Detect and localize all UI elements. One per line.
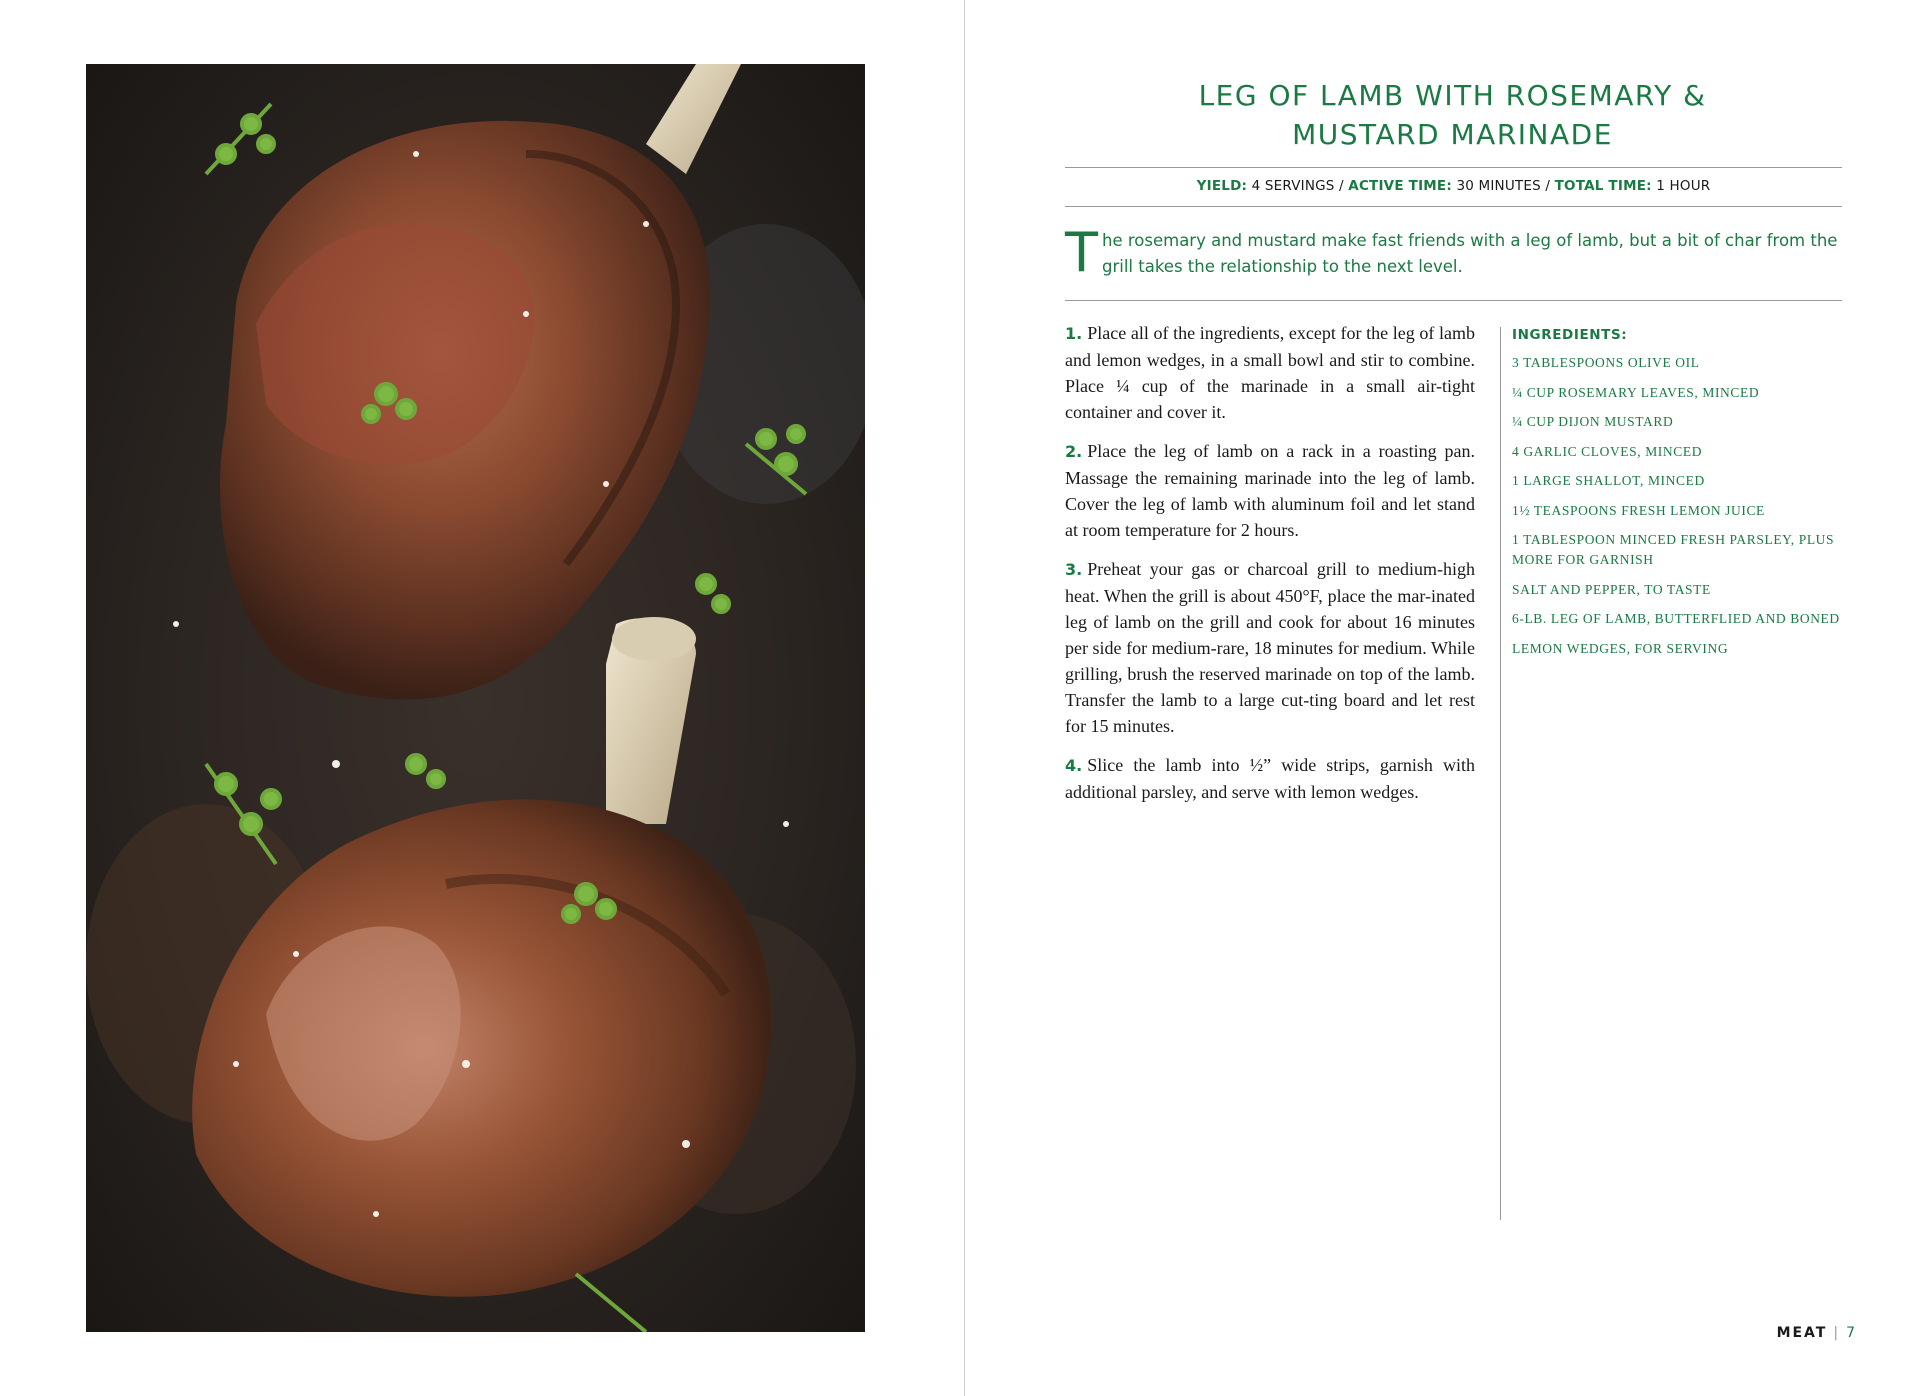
step-text: Place the leg of lamb on a rack in a roasting pan. Massage the remaining marinade into the leg of lamb. Cover the leg of lamb with aluminum foil and let stand at room temperature for 2 hours.	[1065, 441, 1475, 540]
ingredients-list	[1512, 327, 1857, 668]
instruction-step	[1065, 752, 1475, 805]
column-divider	[1500, 327, 1501, 1220]
ingredient-item: ¼ CUP DIJON MUSTARD	[1512, 414, 1674, 429]
yield-label: YIELD:	[1196, 178, 1248, 194]
ingredient-item: 1 TABLESPOON MINCED FRESH PARSLEY, PLUS MORE FOR GARNISH	[1512, 532, 1835, 567]
active-time-value: 30 MINUTES	[1456, 178, 1541, 194]
ingredient-item: SALT AND PEPPER, TO TASTE	[1512, 581, 1711, 597]
meta-rule	[1065, 206, 1842, 207]
yield-value: 4 SERVINGS	[1251, 178, 1335, 194]
instruction-step	[1065, 438, 1475, 543]
recipe-title	[1065, 76, 1840, 154]
ingredients-heading: INGREDIENTS:	[1512, 327, 1628, 343]
active-time-label: ACTIVE TIME:	[1348, 178, 1452, 194]
step-number: 1.	[1065, 324, 1083, 343]
instructions	[1065, 320, 1475, 818]
intro-dropcap: T	[1065, 221, 1098, 284]
footer-divider: |	[1833, 1325, 1841, 1341]
left-page	[0, 0, 964, 1396]
recipe-title-line-2: MUSTARD MARINADE	[1292, 118, 1613, 151]
page-footer	[965, 1325, 1855, 1341]
meta-separator: /	[1339, 178, 1344, 194]
total-time-value: 1 HOUR	[1656, 178, 1711, 194]
ingredient-item: LEMON WEDGES, FOR SERVING	[1512, 640, 1729, 656]
instruction-step	[1065, 556, 1475, 739]
ingredient-item: 1 LARGE SHALLOT, MINCED	[1512, 473, 1705, 488]
lamb-illustration	[86, 64, 865, 1332]
intro-rule	[1065, 300, 1842, 301]
page-number: 7	[1846, 1325, 1855, 1341]
recipe-intro	[1065, 221, 1845, 284]
step-number: 3.	[1065, 560, 1083, 579]
ingredient-item: ¼ CUP ROSEMARY LEAVES, MINCED	[1512, 384, 1760, 400]
meta-separator: /	[1545, 178, 1551, 194]
instruction-step	[1065, 320, 1475, 425]
total-time-label: TOTAL TIME:	[1554, 178, 1652, 194]
ingredient-item: 1½ TEASPOONS FRESH LEMON JUICE	[1512, 502, 1765, 518]
step-number: 2.	[1065, 442, 1083, 461]
grilled-lamb-photo	[86, 64, 865, 1332]
intro-text: he rosemary and mustard make fast friends with a leg of lamb, but a bit of char from the grill takes the relationship to the next level.	[1102, 231, 1838, 276]
step-number: 4.	[1065, 756, 1083, 775]
ingredient-item: 3 TABLESPOONS OLIVE OIL	[1512, 355, 1700, 370]
right-page	[965, 0, 1929, 1396]
section-name: MEAT	[1776, 1325, 1828, 1341]
step-text: Slice the lamb into ½” wide strips, garnish with additional parsley, and serve with lemon wedges.	[1065, 755, 1475, 802]
recipe-meta	[1065, 178, 1842, 194]
ingredient-item: 4 GARLIC CLOVES, MINCED	[1512, 443, 1703, 459]
recipe-title-line-1: LEG OF LAMB WITH ROSEMARY &	[1198, 79, 1707, 112]
ingredient-item: 6-LB. LEG OF LAMB, BUTTERFLIED AND BONED	[1512, 611, 1840, 626]
step-text: Place all of the ingredients, except for the leg of lamb and lemon wedges, in a small bowl and stir to combine. Place ¼ cup of the marinade in a small air-tight container and cover it.	[1065, 323, 1475, 422]
title-rule	[1065, 167, 1842, 168]
step-text: Preheat your gas or charcoal grill to medium-high heat. When the grill is about 450°F, place the mar-inated leg of lamb on the grill and cook for about 16 minutes per side for medium-rare, 18 minutes for medium. While grilling, brush the reserved marinade on top of the lamb. Transfer the lamb to a large cut-ting board and let rest for 15 minutes.	[1065, 559, 1475, 736]
